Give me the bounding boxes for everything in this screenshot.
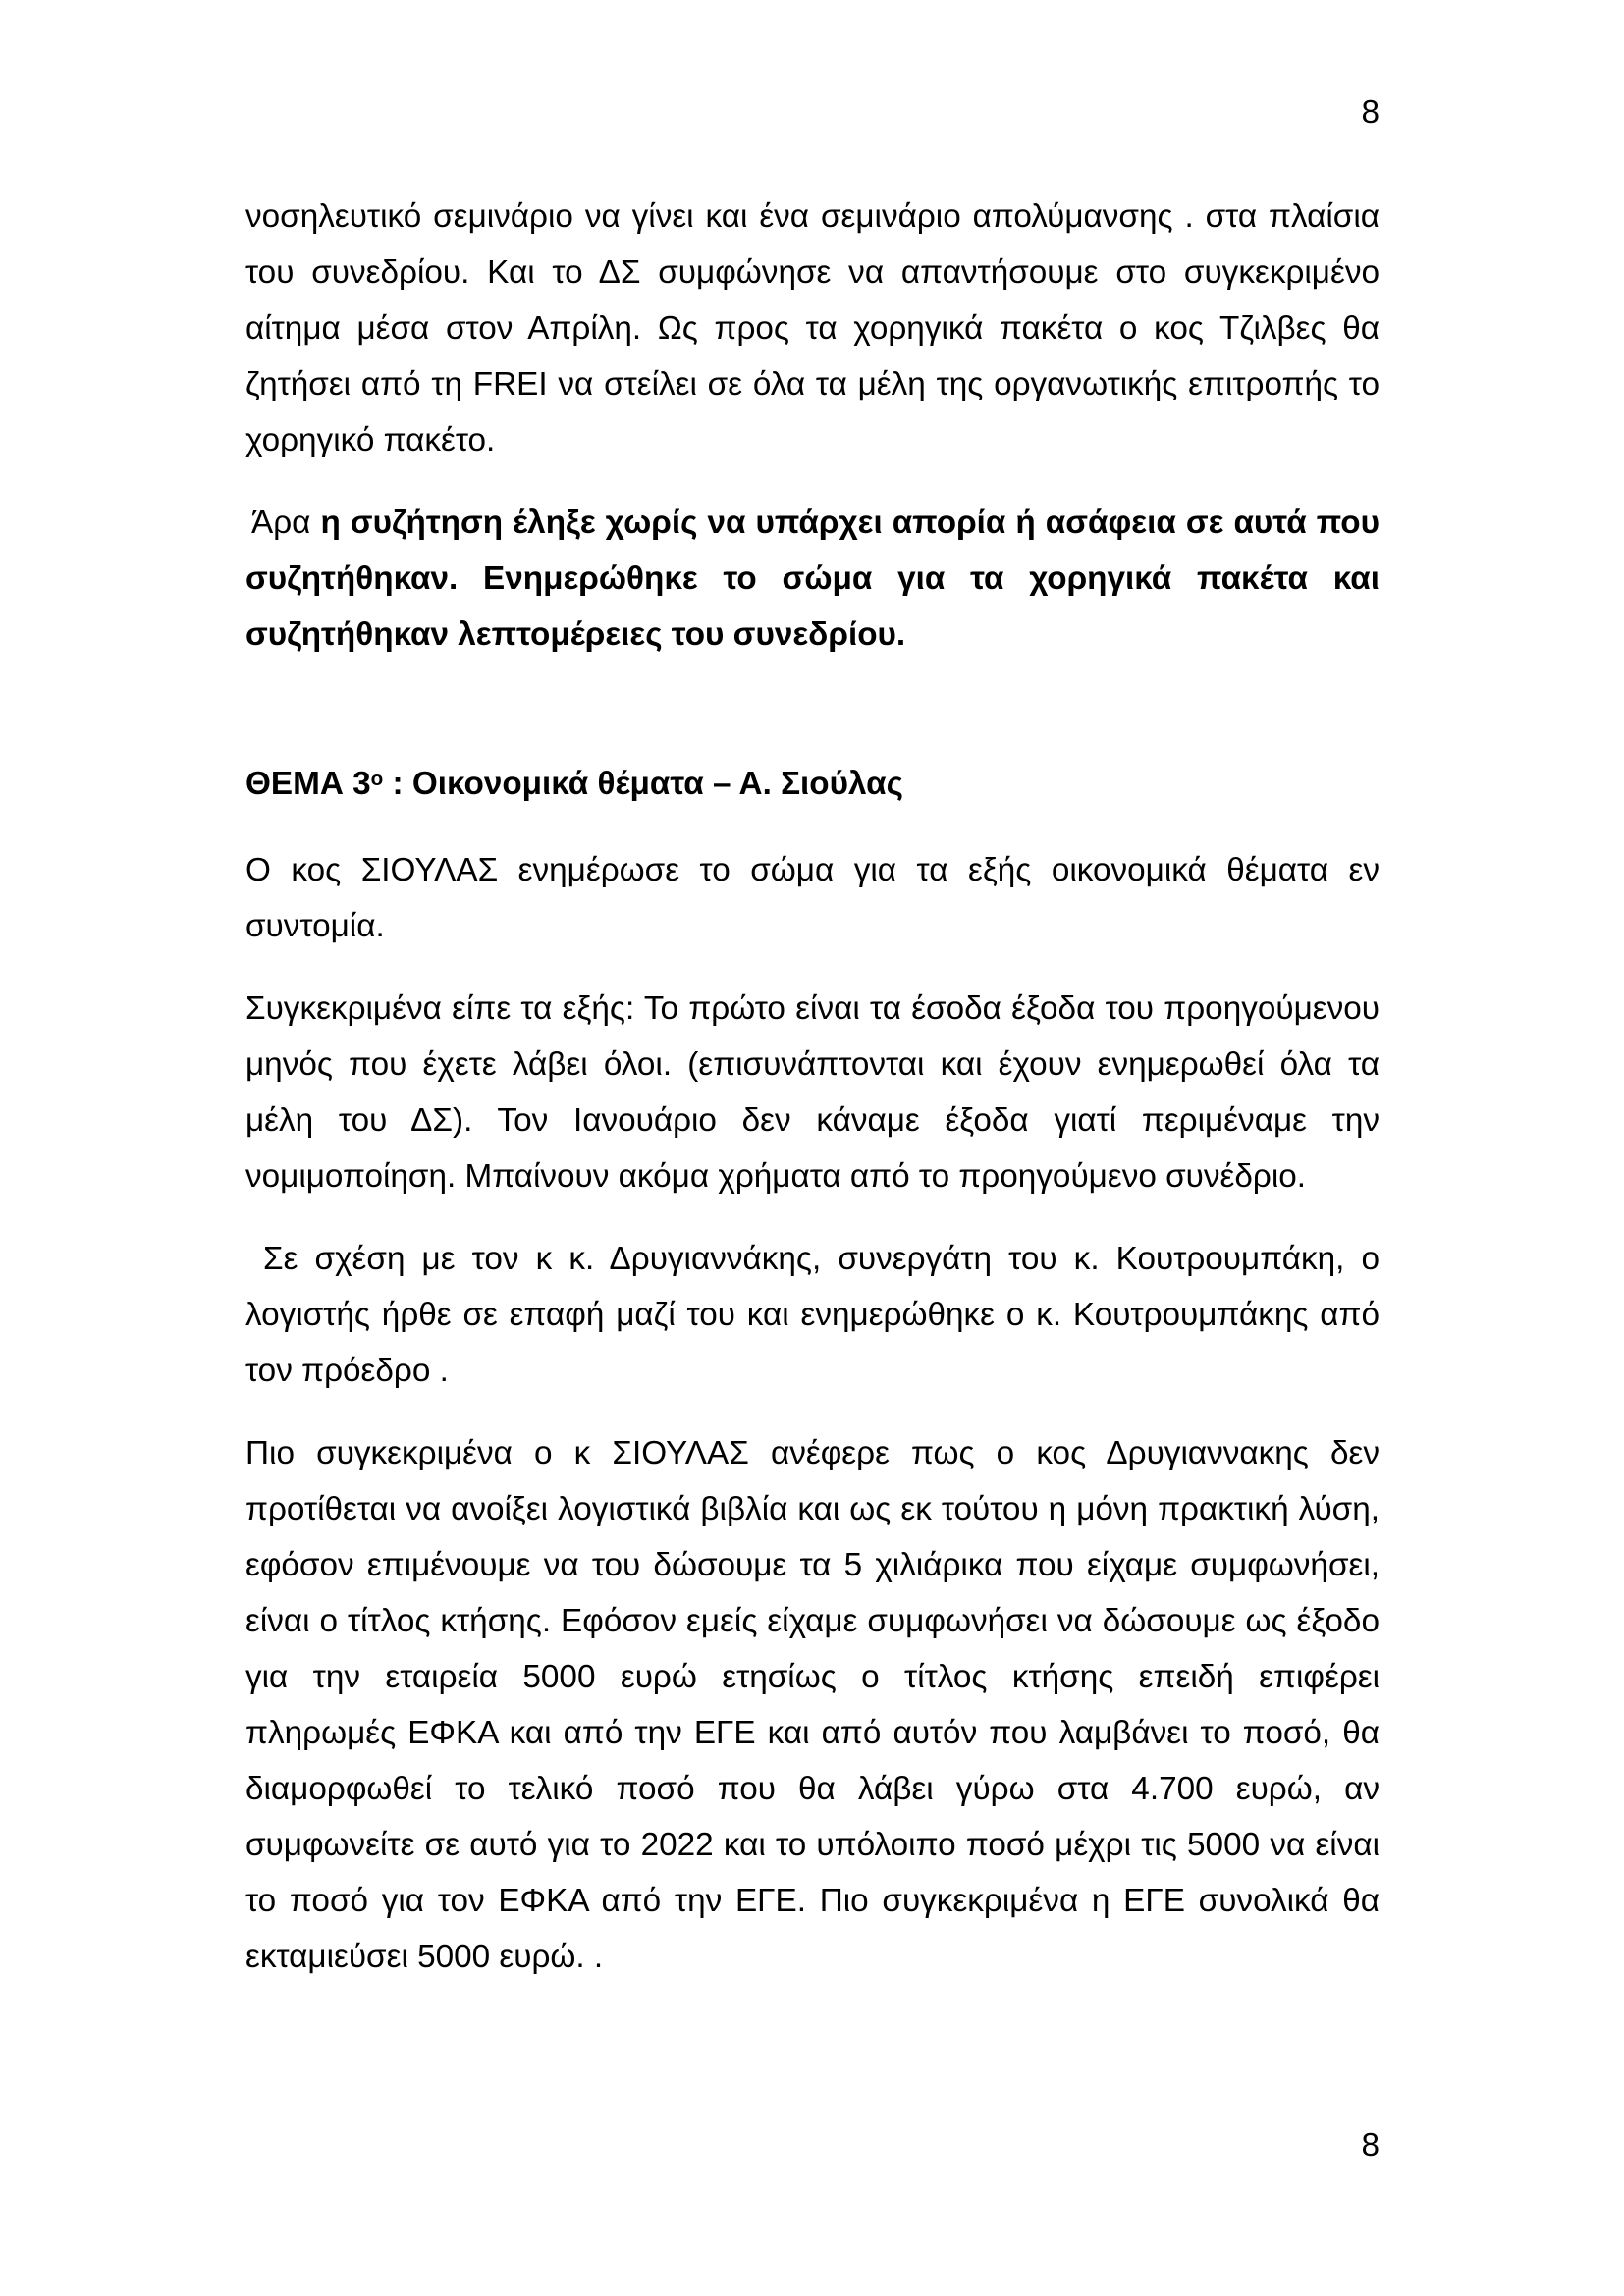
document-content — [245, 188, 1380, 2011]
conclusion-bold-text: η συζήτηση έληξε χωρίς να υπάρχει απορία ή ασάφεια σε αυτά που συζητήθηκαν. Ενημερώθηκε το σώμα για τα χορηγικά πακέτα και συζητήθηκαν λεπτομέρειες του συνεδρίου. — [245, 505, 1380, 653]
heading-prefix: ΘΕΜΑ 3 — [245, 766, 371, 802]
paragraph-accountant-contact: Σε σχέση με τον κ κ. Δρυγιαννάκης, συνεργάτη του κ. Κουτρουμπάκη, ο λογιστής ήρθε σε επαφή μαζί του και ενημερώθηκε ο κ. Κουτρουμπάκης από τον πρόεδρο . — [245, 1241, 1380, 1389]
page-footer — [245, 2117, 1380, 2173]
paragraph-finances-details: Συγκεκριμένα είπε τα εξής: Το πρώτο είναι τα έσοδα έξοδα του προηγούμενου μηνός που έχετε λάβει όλοι. (επισυνάπτονται και έχουν ενημερωθεί όλα τα μέλη του ΔΣ). Τον Ιανουάριο δεν κάναμε έξοδα γιατί περιμέναμε την νομιμοποίηση. Μπαίνουν ακόμα χρήματα από το προηγούμενο συνέδριο. — [245, 990, 1380, 1195]
paragraph-payment-details: Πιο συγκεκριμένα ο κ ΣΙΟΥΛΑΣ ανέφερε πως ο κος Δρυγιαννακης δεν προτίθεται να ανοίξει λογιστικά βιβλία και ως εκ τούτου η μόνη πρακτική λύση, εφόσον επιμένουμε να του δώσουμε τα 5 χιλιάρικα που είχαμε συμφωνήσει, είναι ο τίτλος κτήσης. Εφόσον εμείς είχαμε συμφωνήσει να δώσουμε ως έξοδο για την εταιρεία 5000 ευρώ ετησίως ο τίτλος κτήσης επειδή επιφέρει πληρωμές ΕΦΚΑ και από την ΕΓΕ και από αυτόν που λαμβάνει το ποσό, θα διαμορφωθεί το τελικό ποσό που θα λάβει γύρω στα 4.700 ευρώ, αν συμφωνείτε σε αυτό για το 2022 και το υπόλοιπο ποσό μέχρι τις 5000 να είναι το ποσό για τον ΕΦΚΑ από την ΕΓΕ. Πιο συγκεκριμένα η ΕΓΕ συνολικά θα εκταμιεύσει 5000 ευρώ. . — [245, 1435, 1380, 1975]
conclusion-lead: Άρα — [251, 505, 321, 541]
heading-suffix: : Οικονομικά θέματα – Α. Σιούλας — [383, 766, 903, 802]
paragraph-seminar: νοσηλευτικό σεμινάριο να γίνει και ένα σεμινάριο απολύμανσης . στα πλαίσια του συνεδρίου. Και το ΔΣ συμφώνησε να απαντήσουμε στο συγκεκριμένο αίτημα μέσα στον Απρίλη. Ως προς τα χορηγικά πακέτα ο κος Τζιλβες θα ζητήσει από τη FREI να στείλει σε όλα τα μέλη της οργανωτικής επιτροπής το χορηγικό πακέτο. — [245, 198, 1380, 458]
paragraph-financial-intro: Ο κος ΣΙΟΥΛΑΣ ενημέρωσε το σώμα για τα εξής οικονομικά θέματα εν συντομία. — [245, 852, 1380, 944]
page-number-top: 8 — [1361, 94, 1380, 131]
paragraph-conclusion — [245, 495, 1380, 663]
heading-ordinal-superscript: ο — [370, 768, 384, 791]
page-header — [245, 84, 1380, 140]
page-number-bottom: 8 — [1361, 2127, 1380, 2163]
topic-3-heading — [245, 756, 1380, 816]
